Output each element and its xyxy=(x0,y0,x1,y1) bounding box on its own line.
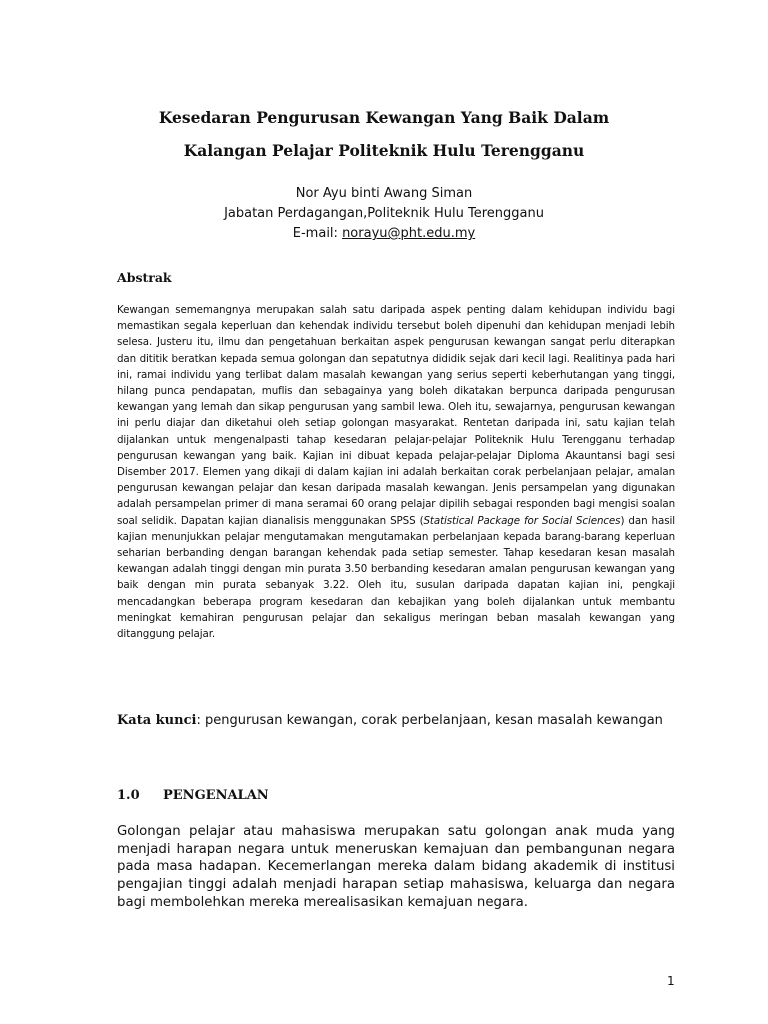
author-affiliation: Jabatan Perdagangan,Politeknik Hulu Terengganu xyxy=(224,206,544,221)
abstract-text-part-1: Kewangan sememangnya merupakan salah satu daripada aspek penting dalam kehidupan individu bagi memastikan segala keperluan dan kehendak individu tersebut boleh dipenuhi dan kehidupan menjadi lebih selesa. Justeru itu, ilmu dan pengetahuan berkaitan aspek pengurusan kewangan sangat perlu diterapkan dan dititik beratkan kepada semua golongan dan sepatutnya dididik sejak dari kecil lagi. Realitinya pada hari ini, ramai individu yang terlibat dalam masalah kewangan yang serius seperti keberhutangan yang tinggi, hilang punca pendapatan, muflis dan sebagainya yang boleh dikatakan berpunca daripada pengurusan kewangan yang lemah dan sikap pengurusan yang sambil lewa. Oleh itu, sewajarnya, pengurusan kewangan ini perlu diajar dan diketahui oleh setiap golongan masyarakat. Rentetan daripada ini, satu kajian telah dijalankan untuk mengenalpasti tahap kesedaran pelajar-pelajar Politeknik Hulu Terengganu terhadap pengurusan kewangan yang baik. Kajian ini dibuat kepada pelajar-pelajar Diploma Akauntansi bagi sesi Disember 2017. Elemen yang dikaji di dalam kajian ini adalah berkaitan corak perbelanjaan pelajar, amalan pengurusan kewangan pelajar dan kesan daripada masalah kewangan. Jenis persampelan yang digunakan adalah persampelan primer di mana seramai 60 orang pelajar dipilih sebagai responden bagi mengisi soalan soal selidik. Dapatan kajian dianalisis menggunakan SPSS ( xyxy=(117,304,675,527)
abstract-heading: Abstrak xyxy=(117,270,172,285)
title-line-1: Kesedaran Pengurusan Kewangan Yang Baik Dalam xyxy=(158,108,610,127)
section-number: 1.0 xyxy=(117,788,140,803)
keywords-text: : pengurusan kewangan, corak perbelanjaan, kesan masalah kewangan xyxy=(196,713,663,728)
author-name: Nor Ayu binti Awang Siman xyxy=(295,186,473,201)
keywords-label: Kata kunci xyxy=(117,713,197,728)
author-email-line xyxy=(100,224,668,244)
abstract-text-italic: Statistical Package for Social Sciences xyxy=(423,514,621,527)
email-link[interactable]: norayu@pht.edu.my xyxy=(342,226,476,241)
keywords xyxy=(117,712,677,730)
abstract-text-part-2: ) dan hasil kajian menunjukkan pelajar mengutamakan mengutamakan perbelanjaan kepada barang-barang keperluan seharian berbanding dengan barangan kehendak pada setiap semester. Tahap kesedaran kesan masalah kewangan adalah tinggi dengan min purata 3.50 berbanding kesedaran amalan pengurusan kewangan yang baik dengan min purata sebanyak 3.22. Oleh itu, susulan daripada dapatan kajian ini, pengkaji mencadangkan beberapa program kesedaran dan kebajikan yang boleh dijalankan untuk membantu meningkat kemahiran pengurusan pelajar dan sekaligus meringan beban masalah kewangan yang ditanggung pelajar. xyxy=(117,514,675,641)
page-number: 1 xyxy=(667,974,675,988)
email-label: E-mail: xyxy=(292,226,343,241)
section-title: PENGENALAN xyxy=(163,788,269,803)
abstract-text xyxy=(117,302,675,642)
introduction-paragraph: Golongan pelajar atau mahasiswa merupakan satu golongan anak muda yang menjadi harapan negara untuk meneruskan kemajuan dan pembangunan negara pada masa hadapan. Kecemerlangan mereka dalam bidang akademik di institusi pengajian tinggi adalah menjadi harapan setiap mahasiswa, keluarga dan negara bagi membolehkan mereka merealisasikan kemajuan negara. xyxy=(117,824,675,910)
title-line-2: Kalangan Pelajar Politeknik Hulu Terengganu xyxy=(183,141,585,160)
